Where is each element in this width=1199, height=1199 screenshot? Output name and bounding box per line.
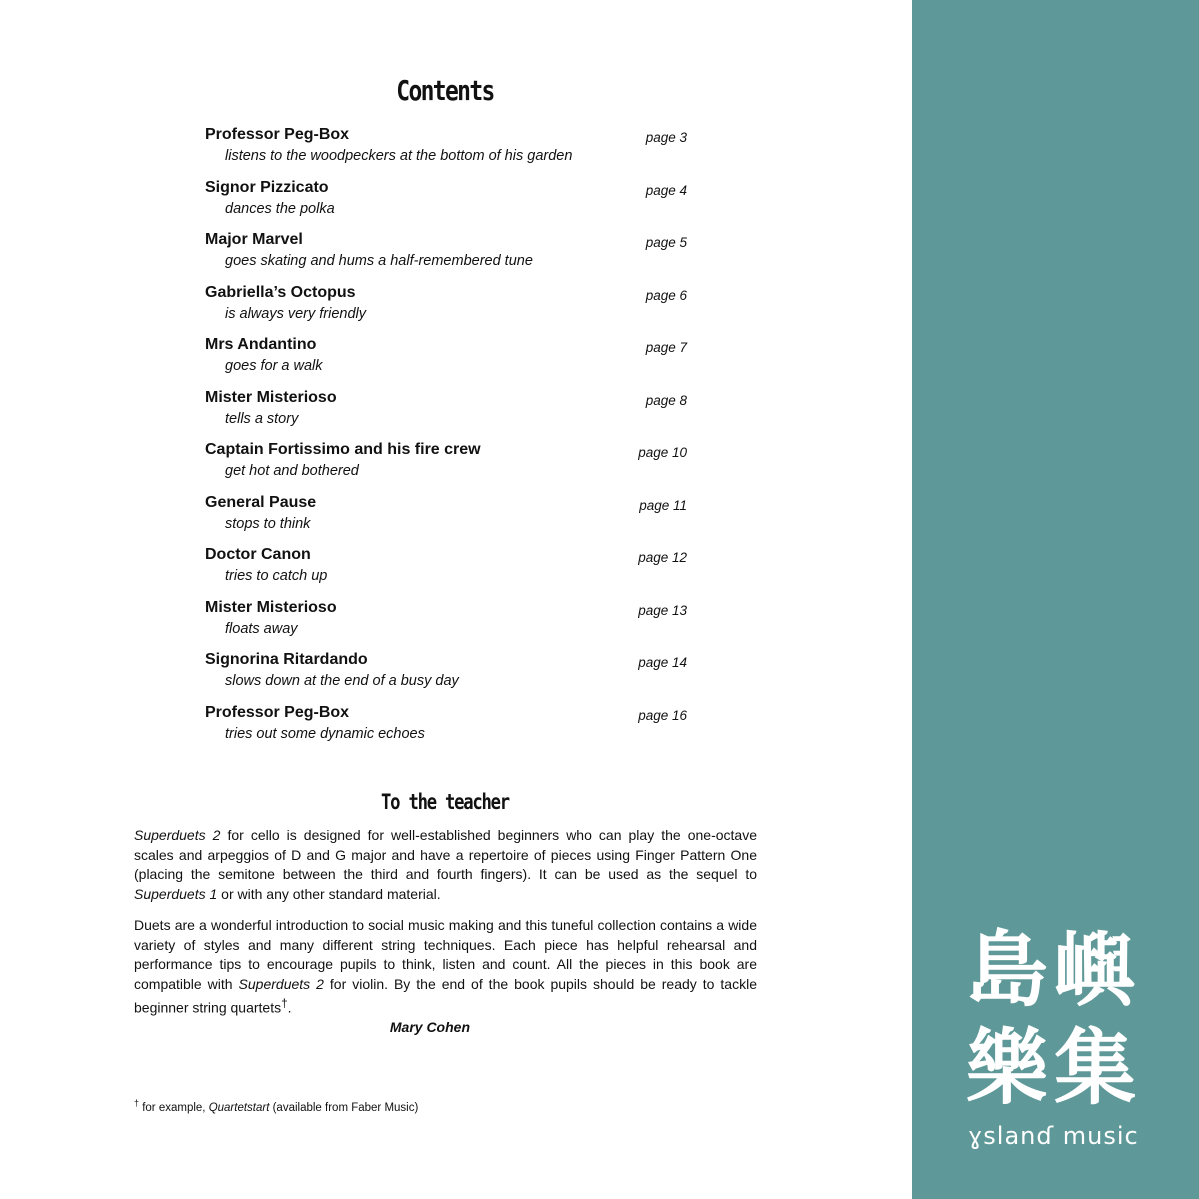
piece-title: Professor Peg-Box xyxy=(205,126,350,143)
page-number: page 16 xyxy=(638,707,687,723)
piece-title: Major Marvel xyxy=(205,231,303,248)
paragraph-text: Duets are a wonderful introduction to social music making and this tuneful collection contains a wide variety of styles and many different string techniques. Each piece has helpful rehearsal and performance tips to encourage pupils to think, listen and count. All the pieces in this book are compatible with xyxy=(134,917,757,992)
book-title: Superduets 1 xyxy=(134,885,218,902)
piece-description: goes skating and hums a half-remembered tune xyxy=(225,253,533,269)
piece-description: floats away xyxy=(225,620,298,637)
toc-entry xyxy=(205,704,687,757)
teacher-title: To the teacher xyxy=(381,790,509,814)
piece-description: tries to catch up xyxy=(225,568,328,584)
paragraph-text: . xyxy=(287,999,292,1016)
piece-title: Mister Misterioso xyxy=(205,388,337,406)
teacher-paragraph-2 xyxy=(134,916,757,1018)
piece-description: goes for a walk xyxy=(225,358,323,374)
toc-entry xyxy=(205,231,687,284)
page-number: page 13 xyxy=(638,602,687,618)
toc-entry xyxy=(205,494,687,547)
page-number: page 6 xyxy=(645,287,687,303)
logo-char: 樂 xyxy=(966,1021,1049,1116)
toc-entry xyxy=(205,546,687,599)
logo-wordmark: ɣslanɗ music xyxy=(968,1122,1139,1150)
piece-title: Doctor Canon xyxy=(205,546,311,563)
piece-title: Signor Pizzicato xyxy=(205,178,329,196)
logo-char: 島 xyxy=(966,923,1049,1018)
piece-description: dances the polka xyxy=(225,200,335,217)
logo-char: 集 xyxy=(1054,1021,1137,1116)
page-number: page 3 xyxy=(645,130,687,145)
contents-title: Contents xyxy=(396,74,494,107)
footnote-text: (available from Faber Music) xyxy=(269,1101,419,1114)
toc-entry xyxy=(205,441,687,494)
brand-logo xyxy=(958,922,1158,1157)
piece-description: get hot and bothered xyxy=(225,463,359,479)
piece-title: Signorina Ritardando xyxy=(205,651,368,668)
piece-description: stops to think xyxy=(225,515,311,532)
toc-entry xyxy=(205,284,687,337)
footnote-text: for example, xyxy=(139,1101,209,1114)
page-number: page 5 xyxy=(645,235,687,250)
page-number: page 14 xyxy=(638,655,687,670)
piece-title: Mrs Andantino xyxy=(205,336,317,353)
author-signature: Mary Cohen xyxy=(389,1019,470,1035)
paragraph-text: or with any other standard material. xyxy=(217,885,441,902)
piece-title: Captain Fortissimo and his fire crew xyxy=(205,441,481,458)
logo-char: 嶼 xyxy=(1054,923,1137,1018)
piece-title: Professor Peg-Box xyxy=(205,703,350,721)
footnote-mark: † xyxy=(281,997,288,1010)
toc-entry xyxy=(205,336,687,389)
piece-description: listens to the woodpeckers at the bottom of his garden xyxy=(225,148,573,164)
piece-description: tells a story xyxy=(225,410,299,427)
footnote-mark: † xyxy=(134,1098,140,1108)
book-title: Superduets 2 xyxy=(134,827,221,843)
teacher-paragraph-1 xyxy=(134,826,757,904)
piece-title: General Pause xyxy=(205,493,317,511)
piece-description: tries out some dynamic echoes xyxy=(225,725,425,742)
footnote xyxy=(134,1098,418,1114)
piece-title: Gabriella’s Octopus xyxy=(205,283,356,301)
piece-description: slows down at the end of a busy day xyxy=(225,673,459,689)
toc-entry xyxy=(205,389,687,442)
page-number: page 8 xyxy=(645,392,687,408)
page-number: page 7 xyxy=(645,340,687,355)
book-title: Quartetstart xyxy=(208,1101,270,1114)
toc-entry xyxy=(205,179,687,232)
toc-entry xyxy=(205,599,687,652)
piece-title: Mister Misterioso xyxy=(205,598,337,616)
toc-entry xyxy=(205,126,687,179)
page-number: page 10 xyxy=(638,445,687,460)
toc-entry xyxy=(205,651,687,704)
page-number: page 11 xyxy=(639,497,687,513)
page-number: page 4 xyxy=(645,182,687,198)
paragraph-text: for violin. By the end of the book pupils should be ready to tackle beginner string quartets xyxy=(134,975,757,1016)
page-number: page 12 xyxy=(638,550,687,565)
book-title: Superduets 2 xyxy=(238,975,324,992)
piece-description: is always very friendly xyxy=(225,305,367,322)
contents-list xyxy=(205,126,687,756)
paragraph-text: for cello is designed for well-established beginners who can play the one-octave scales and arpeggios of D and G major and have a repertoire of pieces using Finger Pattern One (placing the semitone between the third and fourth fingers). It can be used as the sequel to xyxy=(134,827,757,882)
